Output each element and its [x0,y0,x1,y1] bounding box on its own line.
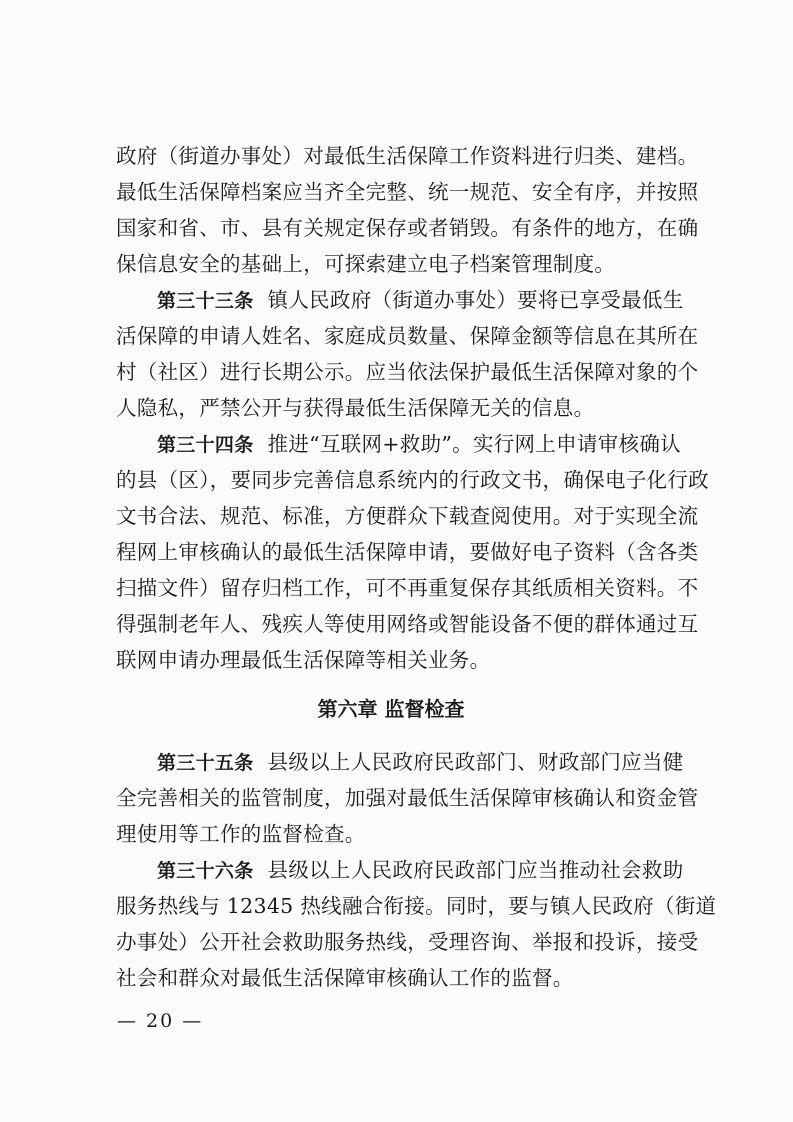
article-35-first-line [116,744,696,780]
article-34-line: 联网申请办理最低生活保障等相关业务。 [116,648,491,672]
page-number: — 20 — [117,1010,204,1032]
article-35-text: 县级以上人民政府民政部门、财政部门应当健 [267,750,684,774]
article-34-label: 第三十四条 [157,434,254,456]
article-36-text: 县级以上人民政府民政部门应当推动社会救助 [267,858,684,882]
article-35-line: 全完善相关的监管制度，加强对最低生活保障审核确认和资金管 [116,786,699,810]
article-33-line: 人隐私，严禁公开与获得最低生活保障无关的信息。 [116,396,595,420]
article-33-label: 第三十三条 [157,290,254,312]
paragraph-line: 保信息安全的基础上，可探索建立电子档案管理制度。 [116,252,616,276]
article-34-line: 得强制老年人、残疾人等使用网络或智能设备不便的群体通过互 [116,612,699,636]
chapter-title: 第六章 监督检查 [317,697,465,721]
article-33-line: 村（社区）进行长期公示。应当依法保护最低生活保障对象的个 [116,360,699,384]
article-36-line: 社会和群众对最低生活保障审核确认工作的监督。 [116,966,574,990]
paragraph-line: 政府（街道办事处）对最低生活保障工作资料进行归类、建档。 [116,144,699,168]
article-33-first-line [116,282,696,318]
document-body [116,138,717,996]
article-34-line: 文书合法、规范、标准，方便群众下载查阅使用。对于实现全流 [116,504,699,528]
article-34-line: 扫描文件）留存归档工作，可不再重复保存其纸质相关资料。不 [116,576,699,600]
article-34-line: 的县（区），要同步完善信息系统内的行政文书，确保电子化行政 [116,468,709,492]
article-36-label: 第三十六条 [157,860,254,882]
article-36-first-line [116,852,696,888]
article-34-text: 推进“互联网+救助”。实行网上申请审核确认 [267,432,681,456]
article-33-line: 活保障的申请人姓名、家庭成员数量、保障金额等信息在其所在 [116,324,699,348]
article-35-line: 理使用等工作的监督检查。 [116,822,366,846]
article-35-label: 第三十五条 [157,752,254,774]
article-34-first-line [116,426,696,462]
article-36-line: 办事处）公开社会救助服务热线，受理咨询、举报和投诉，接受 [116,930,699,954]
paragraph-line: 最低生活保障档案应当齐全完整、统一规范、安全有序，并按照 [116,180,699,204]
article-33-text: 镇人民政府（街道办事处）要将已享受最低生 [267,288,684,312]
article-36-line: 服务热线与 12345 热线融合衔接。同时，要与镇人民政府（街道 [116,894,717,918]
article-34-line: 程网上审核确认的最低生活保障申请，要做好电子资料（含各类 [116,540,699,564]
paragraph-line: 国家和省、市、县有关规定保存或者销毁。有条件的地方，在确 [116,216,699,240]
